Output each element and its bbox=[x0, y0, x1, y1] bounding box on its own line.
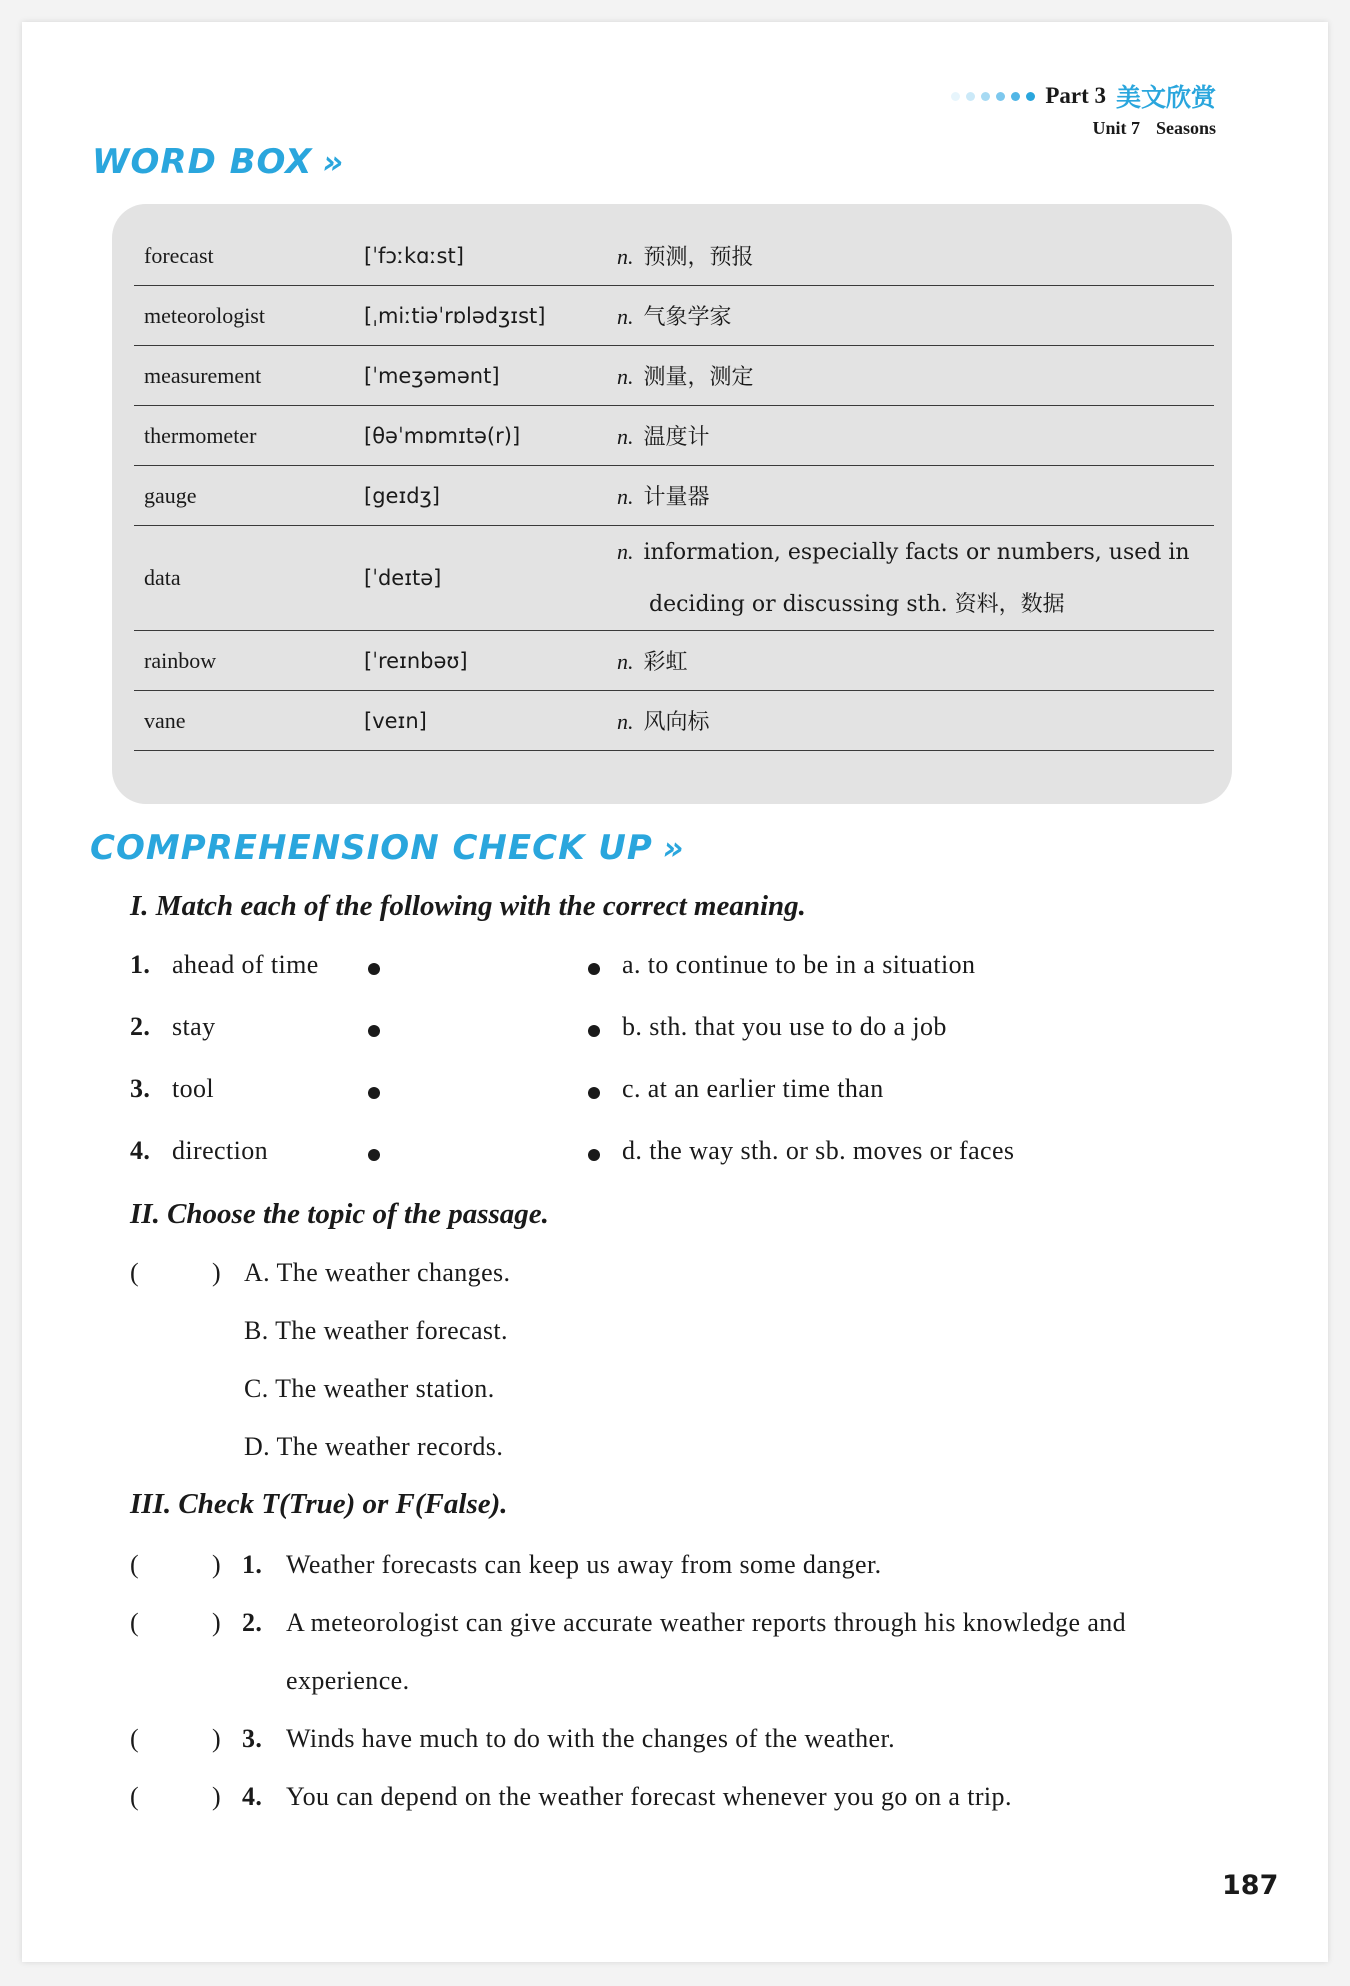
definition-text: 预测，预报 bbox=[643, 245, 754, 270]
textbook-page bbox=[22, 22, 1328, 1962]
vocab-word: forecast bbox=[144, 242, 214, 268]
match-term: ahead of time bbox=[172, 950, 319, 979]
vocab-row bbox=[134, 346, 1214, 406]
answer-blank[interactable]: ( bbox=[130, 1724, 140, 1753]
page-number: 187 bbox=[1222, 1870, 1279, 1901]
part-title-cn: 美文欣赏 bbox=[1115, 83, 1216, 112]
task-3-title: III. Check T(True) or F(False). bbox=[130, 1488, 508, 1520]
match-definition: d. the way sth. or sb. moves or faces bbox=[622, 1136, 1015, 1165]
statement-text: You can depend on the weather forecast whenever you go on a trip. bbox=[286, 1782, 1012, 1811]
paren-close: ) bbox=[212, 1258, 222, 1287]
part-of-speech: n. bbox=[617, 709, 634, 734]
comprehension-heading bbox=[90, 828, 685, 868]
item-number: 3. bbox=[242, 1724, 263, 1753]
answer-blank[interactable]: ( bbox=[130, 1550, 140, 1579]
choice-option: A. The weather changes. bbox=[244, 1258, 511, 1287]
true-false-item bbox=[130, 1536, 1260, 1594]
vocab-definition bbox=[617, 420, 1214, 451]
vocab-row bbox=[134, 226, 1214, 286]
double-chevron-icon: » bbox=[662, 829, 685, 867]
decorative-dots bbox=[951, 92, 1035, 101]
double-chevron-icon: » bbox=[322, 143, 345, 181]
vocab-row bbox=[134, 286, 1214, 346]
vocab-phonetic: [veɪn] bbox=[364, 708, 427, 733]
part-of-speech: n. bbox=[617, 364, 634, 389]
right-match-dot[interactable] bbox=[588, 1087, 600, 1099]
vocab-word: data bbox=[144, 565, 181, 590]
match-term: stay bbox=[172, 1012, 216, 1041]
task-1-title: I. Match each of the following with the correct meaning. bbox=[130, 890, 806, 922]
match-definition: a. to continue to be in a situation bbox=[622, 950, 976, 979]
vocab-word: gauge bbox=[144, 482, 197, 508]
vocab-definition bbox=[617, 645, 1214, 676]
vocab-row bbox=[134, 691, 1214, 751]
match-number: 3. bbox=[130, 1074, 151, 1103]
part-label: Part 3 bbox=[1045, 83, 1106, 108]
paren-close: ) bbox=[212, 1550, 222, 1579]
definition-text: 测量，测定 bbox=[643, 365, 754, 390]
choice-option: D. The weather records. bbox=[244, 1432, 504, 1461]
definition-text: 温度计 bbox=[643, 425, 710, 450]
dot-icon bbox=[951, 92, 960, 101]
vocab-phonetic: [ˈdeɪtə] bbox=[364, 566, 442, 590]
vocabulary-table bbox=[134, 226, 1214, 751]
true-false-item bbox=[130, 1710, 1260, 1768]
choice-option: B. The weather forecast. bbox=[244, 1316, 508, 1345]
match-number: 4. bbox=[130, 1136, 151, 1165]
match-item bbox=[130, 1012, 1130, 1048]
vocab-phonetic: [θəˈmɒmɪtə(r)] bbox=[364, 423, 521, 448]
running-head bbox=[951, 78, 1216, 139]
left-match-dot[interactable] bbox=[368, 1025, 380, 1037]
part-of-speech: n. bbox=[617, 484, 634, 509]
vocab-word: thermometer bbox=[144, 422, 257, 448]
left-match-dot[interactable] bbox=[368, 963, 380, 975]
definition-text-line2: deciding or discussing sth. 资料，数据 bbox=[649, 591, 1065, 617]
paren-open: ( bbox=[130, 1258, 140, 1287]
comprehension-heading-text: COMPREHENSION CHECK UP bbox=[90, 828, 653, 868]
dot-icon bbox=[1011, 92, 1020, 101]
statement-line-2: experience. bbox=[286, 1666, 410, 1695]
part-of-speech: n. bbox=[617, 244, 634, 269]
vocab-definition bbox=[617, 300, 1214, 331]
statement-text: Weather forecasts can keep us away from some danger. bbox=[286, 1550, 882, 1579]
definition-text: 风向标 bbox=[643, 710, 710, 735]
match-number: 2. bbox=[130, 1012, 151, 1041]
vocab-definition bbox=[617, 240, 1214, 271]
statement-text bbox=[286, 1594, 1260, 1710]
match-number: 1. bbox=[130, 950, 151, 979]
left-match-dot[interactable] bbox=[368, 1149, 380, 1161]
match-definition: c. at an earlier time than bbox=[622, 1074, 884, 1103]
paren-close: ) bbox=[212, 1782, 222, 1811]
definition-text: 计量器 bbox=[643, 485, 710, 510]
match-term: direction bbox=[172, 1136, 269, 1165]
vocab-word: rainbow bbox=[144, 647, 217, 673]
part-of-speech: n. bbox=[617, 424, 634, 449]
definition-text: 气象学家 bbox=[643, 305, 732, 330]
answer-blank[interactable]: ( bbox=[130, 1782, 140, 1811]
part-of-speech: n. bbox=[617, 304, 634, 329]
vocab-definition bbox=[617, 360, 1214, 391]
task-2-title: II. Choose the topic of the passage. bbox=[130, 1198, 549, 1230]
match-term: tool bbox=[172, 1074, 215, 1103]
paren-close: ) bbox=[212, 1724, 222, 1753]
match-definition: b. sth. that you use to do a job bbox=[622, 1012, 947, 1041]
match-item bbox=[130, 950, 1130, 986]
dot-icon bbox=[966, 92, 975, 101]
part-of-speech: n. bbox=[617, 649, 634, 674]
right-match-dot[interactable] bbox=[588, 1025, 600, 1037]
dot-icon bbox=[981, 92, 990, 101]
vocab-phonetic: [ˈfɔːkɑːst] bbox=[364, 243, 464, 268]
dot-icon bbox=[996, 92, 1005, 101]
word-box bbox=[112, 204, 1232, 804]
vocab-row bbox=[134, 406, 1214, 466]
unit-title: Seasons bbox=[1155, 118, 1216, 138]
vocab-phonetic: [ˌmiːtiəˈrɒlədʒɪst] bbox=[364, 303, 546, 328]
part-of-speech: n. bbox=[617, 538, 634, 564]
vocab-row bbox=[134, 631, 1214, 691]
unit-label: Unit 7 bbox=[1092, 118, 1140, 138]
vocab-word: vane bbox=[144, 707, 186, 733]
true-false-item bbox=[130, 1594, 1260, 1710]
vocab-word: meteorologist bbox=[144, 302, 265, 328]
right-match-dot[interactable] bbox=[588, 963, 600, 975]
answer-blank[interactable]: ( bbox=[130, 1608, 140, 1637]
dot-icon bbox=[1026, 92, 1035, 101]
right-match-dot[interactable] bbox=[588, 1149, 600, 1161]
vocab-row bbox=[134, 526, 1214, 631]
true-false-item bbox=[130, 1768, 1260, 1826]
item-number: 2. bbox=[242, 1608, 263, 1637]
word-box-heading bbox=[92, 142, 344, 182]
vocab-phonetic: [ˈreɪnbəʊ] bbox=[364, 648, 468, 673]
word-box-heading-text: WORD BOX bbox=[92, 142, 313, 182]
statement-text: Winds have much to do with the changes of the weather. bbox=[286, 1724, 895, 1753]
match-item bbox=[130, 1136, 1130, 1172]
statement-line-1: A meteorologist can give accurate weather reports through his knowledge and bbox=[286, 1608, 1127, 1637]
definition-text: information, especially facts or numbers, used in bbox=[643, 539, 1190, 565]
vocab-phonetic: [geɪdʒ] bbox=[364, 483, 440, 508]
choice-option: C. The weather station. bbox=[244, 1374, 495, 1403]
vocab-row bbox=[134, 466, 1214, 526]
paren-close: ) bbox=[212, 1608, 222, 1637]
vocab-definition bbox=[617, 705, 1214, 736]
match-item bbox=[130, 1074, 1130, 1110]
vocab-definition bbox=[617, 480, 1214, 511]
definition-text: 彩虹 bbox=[643, 650, 688, 675]
vocab-phonetic: [ˈmeʒəmənt] bbox=[364, 363, 500, 388]
vocab-definition bbox=[617, 526, 1214, 631]
left-match-dot[interactable] bbox=[368, 1087, 380, 1099]
item-number: 4. bbox=[242, 1782, 263, 1811]
item-number: 1. bbox=[242, 1550, 263, 1579]
vocab-word: measurement bbox=[144, 362, 262, 388]
